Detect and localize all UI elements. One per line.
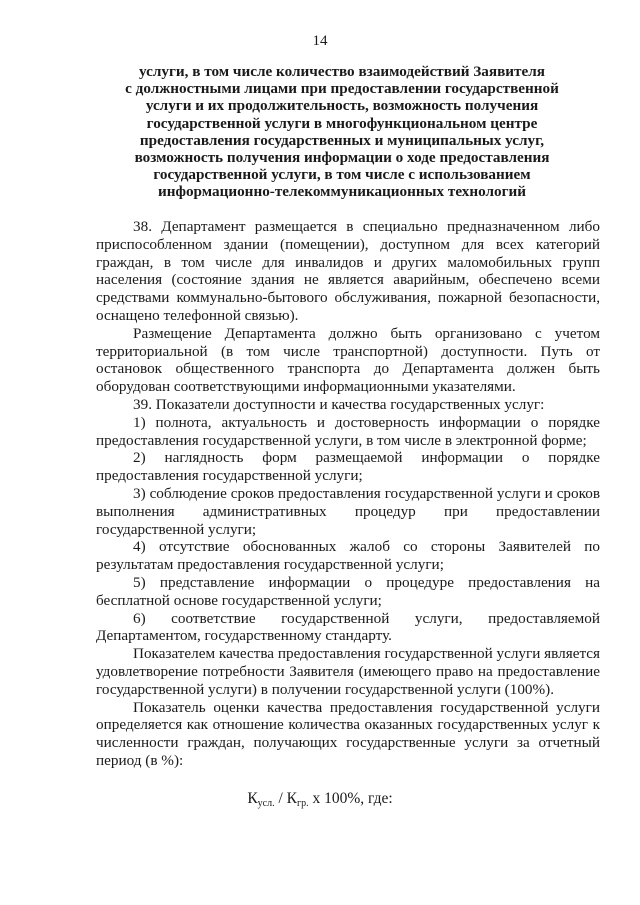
- heading-line: с должностными лицами при предоставлении государственной: [125, 80, 559, 98]
- heading-line: государственной услуги, в том числе с использованием: [153, 166, 531, 184]
- body-paragraph: Показатель оценки качества предоставления государственной услуги определяется как отношение количества оказанных государственных услуг к численности граждан, получающих государственные услуги за отчетный период (в %):: [96, 698, 600, 769]
- formula-k-gr-subscript: гр.: [297, 798, 309, 809]
- body-paragraph: 3) соблюдение сроков предоставления государственной услуги и сроков выполнения административных процедур при предоставлении государственной услуги;: [96, 484, 600, 538]
- body-paragraph: 39. Показатели доступности и качества государственных услуг:: [133, 395, 545, 413]
- formula-k-gr: К: [286, 790, 297, 807]
- heading-line: государственной услуги в многофункциональном центре: [146, 114, 538, 132]
- page-number: 14: [312, 33, 328, 49]
- section-heading: [120, 63, 564, 201]
- heading-line: услуги и их продолжительность, возможность получения: [145, 97, 539, 115]
- body-paragraph: Показателем качества предоставления государственной услуги является удовлетворение потребности Заявителя (имеющего право на предоставление государственной услуги) в получении государственной услуги (100%).: [96, 645, 600, 698]
- formula-k-usl-subscript: усл.: [257, 798, 275, 809]
- formula-rest: x 100%, где:: [308, 790, 393, 807]
- body-paragraph: 38. Департамент размещается в специально предназначенном либо приспособленном здании (помещении), доступном для всех категорий граждан, в том числе для инвалидов и других маломобильных групп населения (состояние здания не является аварийным, обеспечено всеми средствами коммунально-бытового обслуживания, пожарной безопасности, оснащено телефонной связью).: [96, 218, 600, 324]
- formula-divider: /: [274, 790, 287, 807]
- body-paragraph: 4) отсутствие обоснованных жалоб со стороны Заявителей по результатам предоставления государственной услуги;: [96, 538, 600, 574]
- formula: [0, 790, 640, 813]
- document-body: [96, 218, 600, 770]
- heading-line: информационно-телекоммуникационных технологий: [157, 183, 527, 201]
- heading-line: предоставления государственных и муниципальных услуг,: [139, 131, 545, 149]
- body-paragraph: 2) наглядность форм размещаемой информации о порядке предоставления государственной услуги;: [96, 449, 600, 485]
- body-paragraph: Размещение Департамента должно быть организовано с учетом территориальной (в том числе транспортной) доступности. Путь от остановок общественного транспорта до Департамента должен быть оборудован соответствующими информационными указателями.: [96, 324, 600, 396]
- heading-line: услуги, в том числе количество взаимодействий Заявителя: [139, 63, 545, 80]
- formula-k-usl: К: [247, 790, 258, 807]
- body-paragraph: 1) полнота, актуальность и достоверность информации о порядке предоставления государственной услуги, в том числе в электронной форме;: [96, 413, 600, 449]
- body-paragraph: 6) соответствие государственной услуги, предоставляемой Департаментом, государственному стандарту.: [96, 609, 600, 645]
- body-paragraph: 5) представление информации о процедуре предоставления на бесплатной основе государственной услуги;: [96, 573, 600, 609]
- heading-line: возможность получения информации о ходе предоставления: [134, 149, 550, 167]
